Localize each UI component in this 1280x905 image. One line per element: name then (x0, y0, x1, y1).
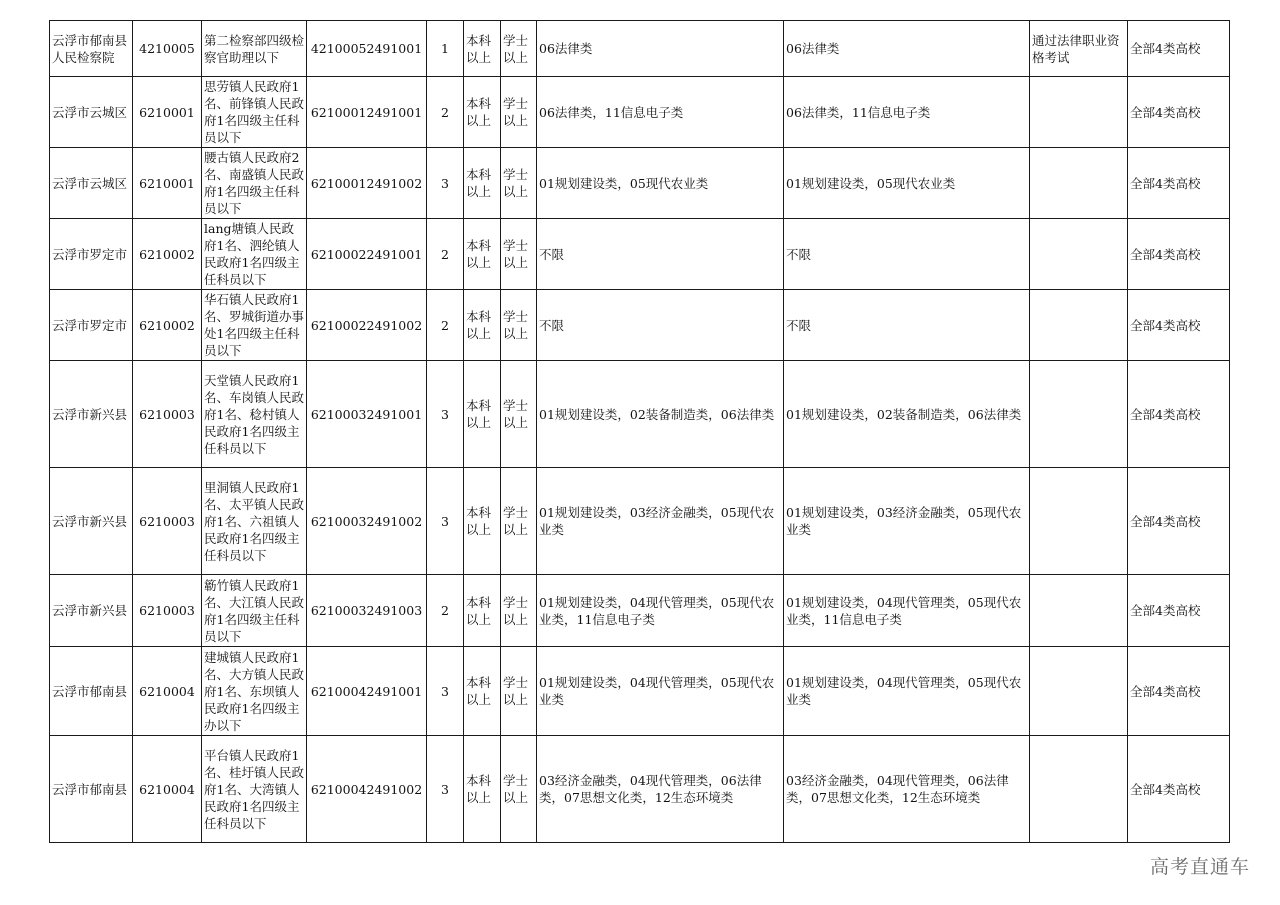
cell-major-grad: 不限 (784, 219, 1030, 290)
cell-education: 本科以上 (464, 290, 501, 361)
cell-major-grad: 03经济金融类，04现代管理类，06法律类，07思想文化类，12生态环境类 (784, 736, 1030, 843)
cell-post-code: 62100042491001 (307, 647, 427, 736)
cell-dept-code: 6210004 (133, 736, 202, 843)
cell-school: 全部4类高校 (1128, 736, 1230, 843)
cell-region: 云浮市新兴县 (50, 575, 133, 647)
cell-dept-code: 6210001 (133, 148, 202, 219)
cell-position: 天堂镇人民政府1名、车岗镇人民政府1名、稔村镇人民政府1名四级主任科员以下 (202, 361, 307, 468)
cell-degree: 学士以上 (501, 290, 537, 361)
cell-other (1030, 647, 1128, 736)
cell-region: 云浮市新兴县 (50, 468, 133, 575)
cell-school: 全部4类高校 (1128, 468, 1230, 575)
cell-education: 本科以上 (464, 21, 501, 77)
cell-region: 云浮市郁南县人民检察院 (50, 21, 133, 77)
cell-degree: 学士以上 (501, 21, 537, 77)
table-row (50, 647, 1230, 736)
cell-major-grad: 06法律类，11信息电子类 (784, 77, 1030, 148)
cell-degree: 学士以上 (501, 148, 537, 219)
cell-dept-code: 6210003 (133, 575, 202, 647)
cell-count: 1 (427, 21, 464, 77)
cell-major-grad: 01规划建设类，02装备制造类，06法律类 (784, 361, 1030, 468)
cell-major-grad: 01规划建设类，04现代管理类，05现代农业类，11信息电子类 (784, 575, 1030, 647)
cell-region: 云浮市郁南县 (50, 736, 133, 843)
cell-region: 云浮市罗定市 (50, 290, 133, 361)
cell-post-code: 42100052491001 (307, 21, 427, 77)
cell-dept-code: 6210004 (133, 647, 202, 736)
table-row (50, 575, 1230, 647)
cell-count: 3 (427, 736, 464, 843)
cell-post-code: 62100022491001 (307, 219, 427, 290)
cell-education: 本科以上 (464, 736, 501, 843)
cell-education: 本科以上 (464, 575, 501, 647)
cell-post-code: 62100012491002 (307, 148, 427, 219)
cell-position: lang塘镇人民政府1名、泗纶镇人民政府1名四级主任科员以下 (202, 219, 307, 290)
cell-region: 云浮市罗定市 (50, 219, 133, 290)
cell-major-undergrad: 06法律类，11信息电子类 (537, 77, 784, 148)
cell-education: 本科以上 (464, 647, 501, 736)
cell-major-grad: 01规划建设类，05现代农业类 (784, 148, 1030, 219)
cell-position: 建城镇人民政府1名、大方镇人民政府1名、东坝镇人民政府1名四级主办以下 (202, 647, 307, 736)
watermark-text: 高考直通车 (1149, 856, 1250, 878)
cell-count: 3 (427, 468, 464, 575)
cell-major-undergrad: 01规划建设类，02装备制造类，06法律类 (537, 361, 784, 468)
cell-education: 本科以上 (464, 468, 501, 575)
cell-major-undergrad: 不限 (537, 290, 784, 361)
cell-education: 本科以上 (464, 361, 501, 468)
table-row (50, 21, 1230, 77)
cell-count: 2 (427, 77, 464, 148)
cell-degree: 学士以上 (501, 361, 537, 468)
cell-position: 里洞镇人民政府1名、太平镇人民政府1名、六祖镇人民政府1名四级主任科员以下 (202, 468, 307, 575)
cell-post-code: 62100042491002 (307, 736, 427, 843)
cell-degree: 学士以上 (501, 575, 537, 647)
cell-degree: 学士以上 (501, 219, 537, 290)
cell-region: 云浮市云城区 (50, 77, 133, 148)
cell-region: 云浮市郁南县 (50, 647, 133, 736)
table-row (50, 736, 1230, 843)
table-row (50, 219, 1230, 290)
cell-major-grad: 01规划建设类，03经济金融类，05现代农业类 (784, 468, 1030, 575)
cell-degree: 学士以上 (501, 647, 537, 736)
cell-region: 云浮市云城区 (50, 148, 133, 219)
cell-other (1030, 736, 1128, 843)
cell-education: 本科以上 (464, 219, 501, 290)
cell-other (1030, 468, 1128, 575)
cell-major-grad: 不限 (784, 290, 1030, 361)
cell-post-code: 62100022491002 (307, 290, 427, 361)
cell-school: 全部4类高校 (1128, 148, 1230, 219)
cell-school: 全部4类高校 (1128, 21, 1230, 77)
table-row (50, 77, 1230, 148)
cell-school: 全部4类高校 (1128, 647, 1230, 736)
cell-other (1030, 361, 1128, 468)
cell-other (1030, 575, 1128, 647)
table-row (50, 468, 1230, 575)
cell-major-undergrad: 01规划建设类，04现代管理类，05现代农业类 (537, 647, 784, 736)
cell-school: 全部4类高校 (1128, 575, 1230, 647)
cell-position: 思劳镇人民政府1名、前锋镇人民政府1名四级主任科员以下 (202, 77, 307, 148)
cell-dept-code: 6210003 (133, 468, 202, 575)
table-row (50, 290, 1230, 361)
cell-school: 全部4类高校 (1128, 219, 1230, 290)
cell-post-code: 62100032491001 (307, 361, 427, 468)
cell-dept-code: 6210002 (133, 290, 202, 361)
cell-post-code: 62100012491001 (307, 77, 427, 148)
cell-dept-code: 4210005 (133, 21, 202, 77)
cell-dept-code: 6210003 (133, 361, 202, 468)
cell-position: 第二检察部四级检察官助理以下 (202, 21, 307, 77)
table-body (50, 21, 1230, 843)
cell-count: 2 (427, 290, 464, 361)
cell-dept-code: 6210002 (133, 219, 202, 290)
cell-other (1030, 290, 1128, 361)
cell-position: 平台镇人民政府1名、桂圩镇人民政府1名、大湾镇人民政府1名四级主任科员以下 (202, 736, 307, 843)
cell-degree: 学士以上 (501, 468, 537, 575)
cell-count: 2 (427, 575, 464, 647)
cell-school: 全部4类高校 (1128, 77, 1230, 148)
cell-other (1030, 148, 1128, 219)
table-row (50, 148, 1230, 219)
cell-count: 2 (427, 219, 464, 290)
recruitment-table (49, 20, 1230, 843)
cell-major-grad: 01规划建设类，04现代管理类，05现代农业类 (784, 647, 1030, 736)
cell-degree: 学士以上 (501, 77, 537, 148)
cell-school: 全部4类高校 (1128, 290, 1230, 361)
cell-major-undergrad: 01规划建设类，03经济金融类，05现代农业类 (537, 468, 784, 575)
cell-major-undergrad: 01规划建设类，04现代管理类，05现代农业类，11信息电子类 (537, 575, 784, 647)
table-row (50, 361, 1230, 468)
cell-major-undergrad: 03经济金融类，04现代管理类，06法律类，07思想文化类，12生态环境类 (537, 736, 784, 843)
cell-region: 云浮市新兴县 (50, 361, 133, 468)
cell-count: 3 (427, 361, 464, 468)
cell-education: 本科以上 (464, 77, 501, 148)
cell-dept-code: 6210001 (133, 77, 202, 148)
cell-count: 3 (427, 647, 464, 736)
cell-position: 华石镇人民政府1名、罗城街道办事处1名四级主任科员以下 (202, 290, 307, 361)
cell-count: 3 (427, 148, 464, 219)
cell-major-undergrad: 01规划建设类，05现代农业类 (537, 148, 784, 219)
cell-position: 腰古镇人民政府2名、南盛镇人民政府1名四级主任科员以下 (202, 148, 307, 219)
cell-post-code: 62100032491003 (307, 575, 427, 647)
cell-major-undergrad: 06法律类 (537, 21, 784, 77)
cell-degree: 学士以上 (501, 736, 537, 843)
cell-position: 簕竹镇人民政府1名、大江镇人民政府1名四级主任科员以下 (202, 575, 307, 647)
cell-major-grad: 06法律类 (784, 21, 1030, 77)
cell-education: 本科以上 (464, 148, 501, 219)
cell-other (1030, 219, 1128, 290)
cell-post-code: 62100032491002 (307, 468, 427, 575)
cell-other (1030, 77, 1128, 148)
cell-school: 全部4类高校 (1128, 361, 1230, 468)
cell-major-undergrad: 不限 (537, 219, 784, 290)
cell-other: 通过法律职业资格考试 (1030, 21, 1128, 77)
